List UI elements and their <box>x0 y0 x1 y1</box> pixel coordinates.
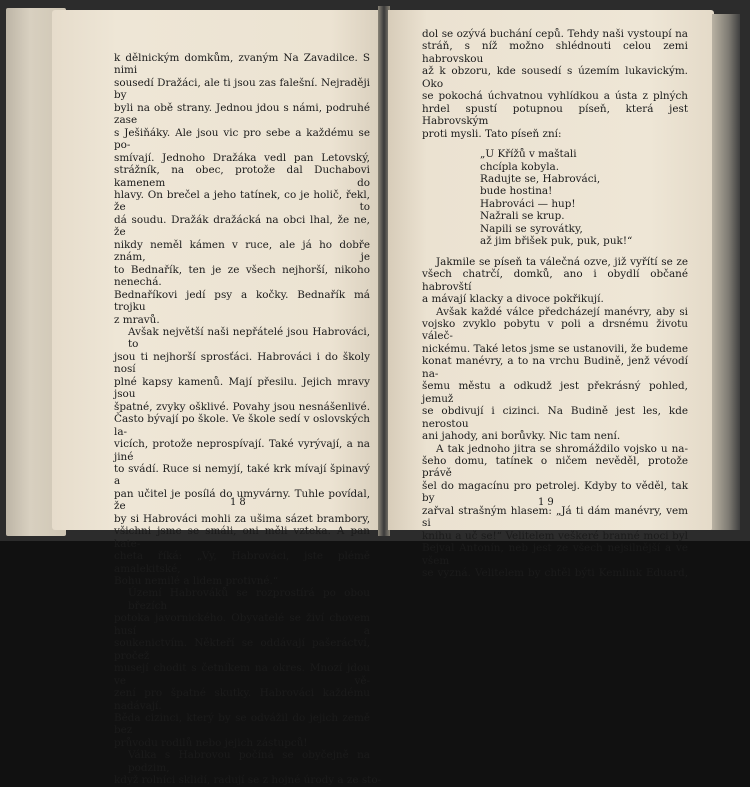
text-line: šel do magacínu pro petrolej. Kdyby to věděl, tak by <box>422 479 688 505</box>
text-line: zařval strašným hlasem: „Já ti dám manévry, vem si <box>422 504 688 530</box>
text-line: Avšak každé válce předcházejí manévry, aby si <box>436 305 688 318</box>
text-line: špatné, zvyky ošklivé. Povahy jsou nesnášenlivé. <box>114 400 370 413</box>
text-line: stráň, s níž možno shlédnouti celou zemi habrovskou <box>422 40 688 65</box>
text-line: musejí chodit s četníkem na okres. Mnozí jdou ve vě- <box>114 662 370 687</box>
text-line: s Ješiňáky. Ale jsou vic pro sebe a každému se po- <box>114 126 370 152</box>
text-line: Území Habrováků se rozprostírá po obou březích <box>128 587 370 612</box>
text-line: šemu městu a odkudž jest překrásný pohled, jemuž <box>422 380 688 405</box>
text-line: by si Habrováci mohli za ušima sázet brambory, <box>114 512 370 525</box>
text-line: dol se ozývá buchání cepů. Tehdy naši vystoupí na <box>422 28 688 40</box>
poem-line: Napili se syrovátky, <box>480 222 583 235</box>
text-line: Běda cizinci, který by se odvážil do jejich země bez <box>114 712 370 737</box>
text-line: A tak jednoho jitra se shromáždilo vojsko u na- <box>436 442 688 455</box>
left-page <box>52 10 382 787</box>
text-line: se obdivují i cizinci. Na Budině jest les, kde nerostou <box>422 405 688 430</box>
text-line: a mávají klacky a divoce pokřikují. <box>422 293 604 306</box>
text-line: průvodu rodilů nebo jejich zástupců! <box>114 736 308 749</box>
text-line: se vyzná. Velitelem by chtěl býti Kemlink Eduard, <box>422 567 688 580</box>
right-page <box>388 10 714 580</box>
poem-line: „U Křížů v maštali <box>480 148 577 161</box>
right-page-paragraph-after-poem <box>422 256 688 580</box>
text-line: proti mysli. Tato píseň zní: <box>422 127 562 140</box>
text-line: knihu a uč se!“ Velitelem veškeré branné moci byl <box>422 529 688 542</box>
poem <box>480 148 688 248</box>
text-line: byli na obě strany. Jednou jdou s námi, podruhé zase <box>114 101 370 127</box>
text-line: Bejval Antonín, neb jest ze všech nejsilnější a ve všem <box>422 542 688 567</box>
text-line: Jakmile se píseň ta válečná ozve, již vyřítí se ze <box>436 255 688 268</box>
poem-line: Habrováci — hup! <box>480 197 576 210</box>
left-page-text <box>114 52 382 787</box>
text-line: sousedí Dražáci, ale ti jsou zas falešní. Nejraději by <box>114 76 370 102</box>
text-line: vojsko zvyklo pobytu v poli a drsnému životu váleč- <box>422 317 688 343</box>
text-line: vicích, protože neprospívají. Také vyrývají, a na jiné <box>114 438 370 463</box>
text-line: se pokochá úchvatnou vyhlídkou a ústa z plných <box>422 90 688 103</box>
text-line: cheta říká: „Vy, Habrováci, jste plémě amalekitské, <box>114 550 370 575</box>
text-line: dá soudu. Dražák dražácká na obci lhal, že ne, že <box>114 213 370 239</box>
text-line: Bohu nemilé a lidem protivné.“ <box>114 575 279 588</box>
text-line: konat manévry, a to na vrchu Budině, jenž vévodí na- <box>422 355 688 380</box>
text-line: všech chatrčí, domků, ano i obydlí občané habrovští <box>422 268 688 293</box>
text-line: ani jahody, ani borůvky. Nic tam není. <box>422 430 621 443</box>
text-line: hrdel spustí potupnou píseň, která jest Habrovským <box>422 102 688 128</box>
poem-line: chcípla kobyla. <box>480 160 560 173</box>
poem-line: bude hostina! <box>480 185 553 198</box>
text-line: smívají. Jednoho Dražáka vedl pan Letovský, strážník, na obec, protože dal Duchabovi kamenem do <box>114 151 370 189</box>
left-page-number: 18 <box>230 497 249 508</box>
text-line: nickému. Také letos jsme se ustanovili, že budeme <box>422 342 688 355</box>
book-right-edge <box>712 14 740 530</box>
text-line: Bednaříkovi jedí psy a kočky. Bednařík má trojku <box>114 288 370 314</box>
text-line: pan učitel je posílá do umyvárny. Tuhle povídal, že <box>114 487 370 513</box>
text-line: Často bývají po škole. Ve škole sedí v oslovských la- <box>114 413 370 438</box>
text-line: k dělnickým domkům, zvaným Na Zavadilce. S nimi <box>114 52 370 77</box>
text-line: všichni jsme se smáli, oni měli vzteka. A pan kate- <box>114 525 370 550</box>
text-line: to Bednařík, ten je ze všech nejhorší, nikoho nenechá. <box>114 263 370 289</box>
text-line: až k obzoru, kde sousedí s územím lukavickým. Oko <box>422 65 688 90</box>
right-page-paragraph-before-poem <box>422 28 688 140</box>
text-line: jsou ti nejhorší sprosťáci. Habrováci i do školy nosí <box>114 350 370 376</box>
poem-line: až jim břišek puk, puk, puk!“ <box>480 235 633 248</box>
text-line: nikdy neměl kámen v ruce, ale já ho dobře znám, je <box>114 238 370 264</box>
text-line: šeho domu, tatínek o ničem nevěděl, protože právě <box>422 454 688 480</box>
text-line: Válka s Habrovou počíná se obyčejně na podzim, <box>128 749 370 774</box>
text-line: to svádí. Ruce si nemyjí, také krk mívají špinavý a <box>114 462 370 488</box>
text-line: zení pro špatné skutky. Habrováci každému nadávají. <box>114 687 370 712</box>
poem-line: Radujte se, Habrováci, <box>480 172 601 185</box>
right-page-number: 19 <box>538 497 557 508</box>
text-line: hlavy. On brečel a jeho tatínek, co je holič, řekl, že to <box>114 188 370 214</box>
poem-line: Nažrali se krup. <box>480 210 565 223</box>
text-line: z mravů. <box>114 313 160 326</box>
text-line: Avšak největší naši nepřátelé jsou Habrováci, to <box>128 325 370 351</box>
text-line: soukenictvím. Někteří se oddávají pašeráctví, pročež <box>114 637 370 662</box>
text-line: když rolníci sklidí, radují se z hojné úrody a ze sto- <box>114 774 382 787</box>
text-line: potoka javornického. Obyvatelé se živí chovem husí a <box>114 612 370 637</box>
text-line: plné kapsy kamenů. Mají přesilu. Jejich mravy jsou <box>114 375 370 401</box>
